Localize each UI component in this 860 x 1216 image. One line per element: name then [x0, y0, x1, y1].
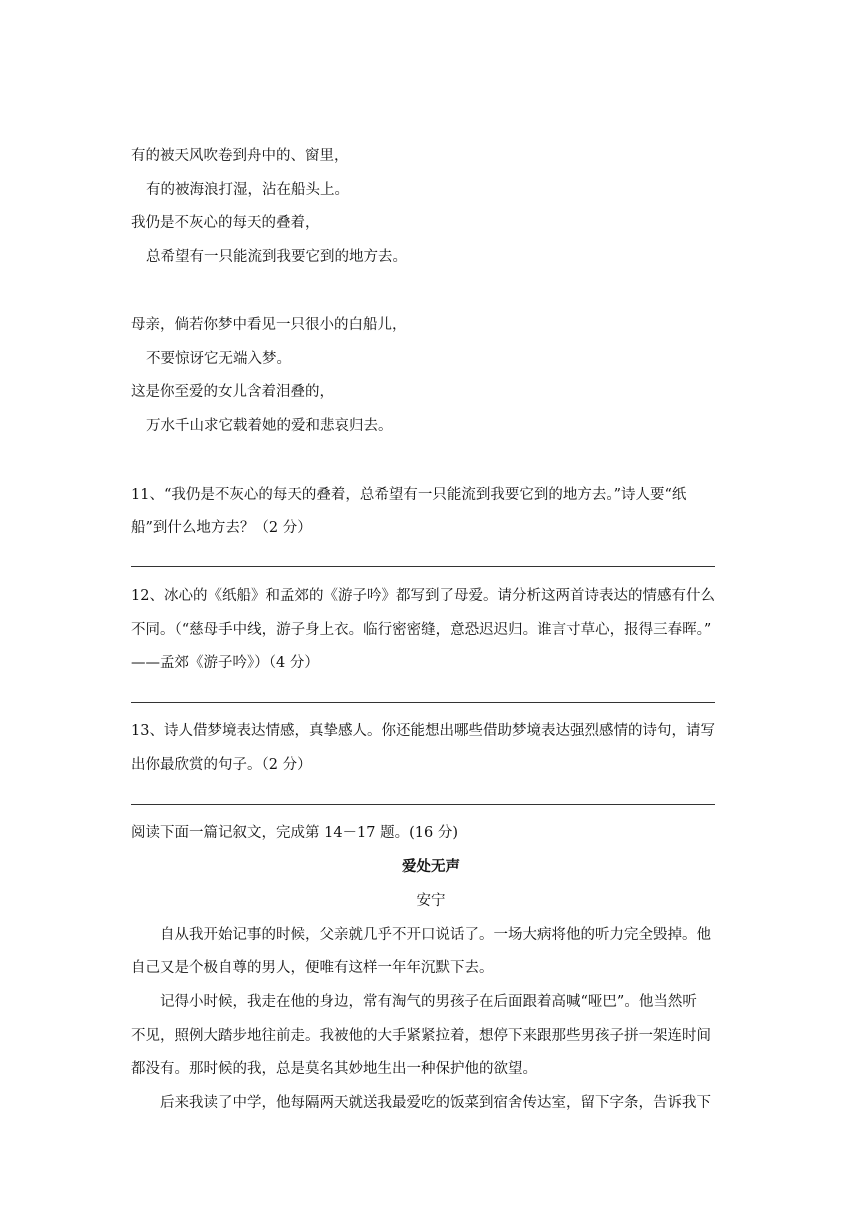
question-12-text: 不同。（“慈母手中线，游子身上衣。临行密密缝，意恐迟迟归。谁言寸草心，报得三春晖。”: [131, 622, 712, 638]
poem-line: 有的被海浪打湿，沾在船头上。: [146, 182, 349, 198]
question-13-text: 13、诗人借梦境表达情感，真挚感人。你还能想出哪些借助梦境表达强烈感情的诗句，请写: [131, 723, 715, 739]
question-11-text: 船”到什么地方去？（2 分）: [131, 520, 312, 536]
question-11-text: 11、“我仍是不灰心的每天的叠着，总希望有一只能流到我要它到的地方去。”诗人要“纸: [131, 487, 687, 503]
article-paragraph-line: 后来我读了中学，他每隔两天就送我最爱吃的饭菜到宿舍传达室，留下字条，告诉我下: [160, 1095, 711, 1111]
article-paragraph-line: 都没有。那时候的我，总是莫名其妙地生出一种保护他的欲望。: [131, 1061, 537, 1077]
article-author: 安宁: [416, 893, 446, 909]
poem-line: 不要惊讶它无端入梦。: [146, 351, 291, 367]
question-12-text: ——孟郊《游子吟》）（4 分）: [131, 655, 319, 671]
poem-line: 总希望有一只能流到我要它到的地方去。: [146, 249, 407, 265]
article-title: 爱处无声: [402, 858, 460, 875]
poem-line: 有的被天风吹卷到舟中的、窗里，: [131, 148, 349, 164]
poem-line: 万水千山求它载着她的爱和悲哀归去。: [146, 418, 393, 434]
poem-line: 母亲，倘若你梦中看见一只很小的白船儿，: [131, 317, 407, 333]
answer-line-13[interactable]: [131, 804, 715, 805]
article-paragraph-line: 自己又是个极自尊的男人，便唯有这样一年年沉默下去。: [131, 960, 494, 976]
answer-line-11[interactable]: [131, 566, 715, 567]
question-12-text: 12、冰心的《纸船》和孟郊的《游子吟》都写到了母爱。请分析这两首诗表达的情感有什么: [131, 588, 715, 604]
article-paragraph-line: 不见，照例大踏步地往前走。我被他的大手紧紧拉着，想停下来跟那些男孩子拼一架连时间: [131, 1028, 711, 1044]
article-paragraph-line: 自从我开始记事的时候，父亲就几乎不开口说话了。一场大病将他的听力完全毁掉。他: [160, 927, 711, 943]
reading-intro: 阅读下面一篇记叙文，完成第 14－17 题。(16 分): [131, 825, 458, 841]
answer-line-12[interactable]: [131, 702, 715, 703]
article-paragraph-line: 记得小时候，我走在他的身边，常有淘气的男孩子在后面跟着高喊“哑巴”。他当然听: [160, 994, 697, 1010]
question-13-text: 出你最欣赏的句子。（2 分）: [131, 757, 312, 773]
poem-line: 这是你至爱的女儿含着泪叠的，: [131, 384, 334, 400]
poem-line: 我仍是不灰心的每天的叠着，: [131, 215, 320, 231]
